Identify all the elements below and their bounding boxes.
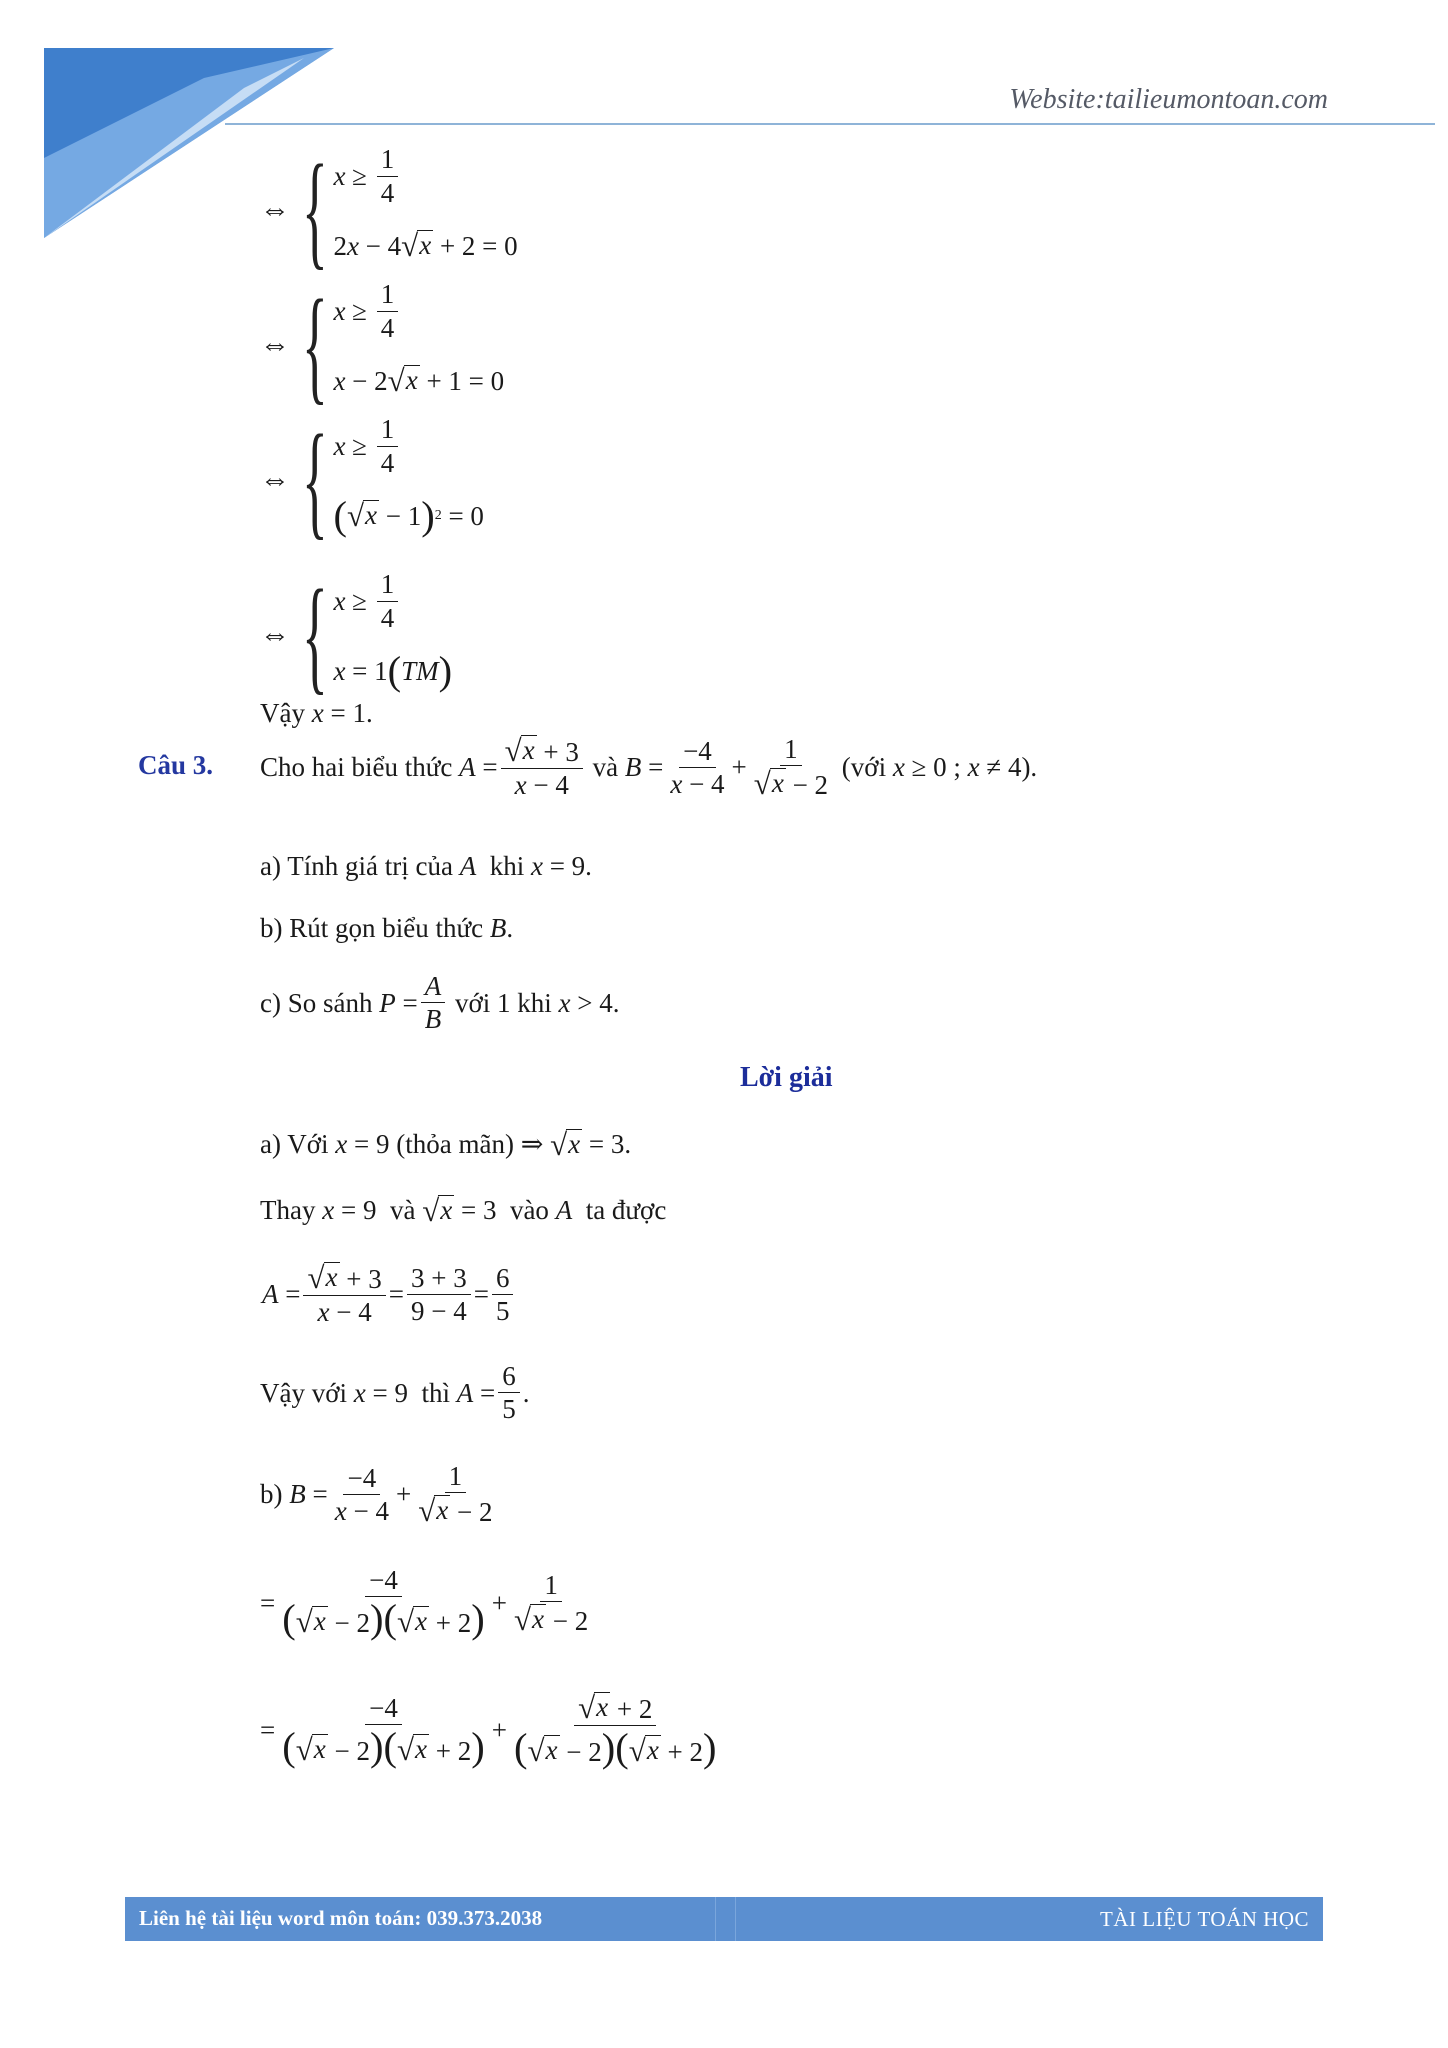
and-word: và xyxy=(592,752,619,783)
solution-a-line1: a) Với x = 9 (thỏa mãn) ⇒ √ x = 3. xyxy=(260,1126,632,1162)
iff-symbol: ⇔ xyxy=(260,463,290,496)
solution-a-calc: A = √ x + 3 x − 4 = $\frac{3 + 3}{9 - 4}$ = $\frac{6}{5}$ xyxy=(262,1262,516,1327)
conclusion-line: Vậy x = 1. xyxy=(260,698,373,728)
part-a-when: khi xyxy=(489,851,525,881)
footer-contact: Liên hệ tài liệu word môn toán: 039.373.2038 xyxy=(139,1906,543,1930)
solution-title: Lời giải xyxy=(740,1062,833,1093)
question-intro: Cho hai biểu thức xyxy=(260,752,453,783)
part-c: c) So sánh P = $\frac{A}{B}$ với 1 khi x > 4. xyxy=(260,971,620,1035)
solution-b-line1: b) B = $\frac{-4}{x - 4}$ + 1 √ x − 2 xyxy=(260,1461,493,1529)
equation-system-4: ⇔ { x ≥ $\frac{1}{4}$ x = 1 ( TM ) xyxy=(260,564,453,706)
equation-system-3: ⇔ { x ≥ $\frac{1}{4}$ ( √ x − 1 ) 2 = 0 xyxy=(260,409,484,551)
part-b: b) Rút gọn biểu thức B. xyxy=(260,913,514,943)
condition-word: (với xyxy=(841,752,887,783)
sol-a-satisfied: (thỏa mãn) xyxy=(396,1129,514,1159)
part-c-text: c) So sánh xyxy=(260,987,373,1018)
sol-b-label: b) xyxy=(260,1479,283,1510)
part-a-text: a) Tính giá trị của xyxy=(260,851,453,881)
solution-a-line2: Thay x = 9 và √ x = 3 vào A ta được xyxy=(260,1192,667,1228)
sol-a-and: và xyxy=(389,1195,416,1225)
equation-system-2: ⇔ { x ≥ $\frac{1}{4}$ x − 2 √ x + 1 = 0 xyxy=(260,274,505,416)
part-c-mid: với 1 khi xyxy=(454,987,552,1018)
solution-a-result: Vậy với x = 9 thì A = $\frac{6}{5}$ . xyxy=(260,1361,530,1425)
question-label: Câu 3. xyxy=(138,750,214,780)
sol-a-into: vào xyxy=(509,1195,549,1225)
header-rule xyxy=(225,123,1435,125)
sol-a-result-text: Vậy với xyxy=(260,1377,348,1408)
equation-system-1: ⇔ { x ≥ $\frac{1}{4}$ 2 x − 4 √ x + 2 = 0 xyxy=(260,139,518,281)
part-b-text: b) Rút gọn biểu thức xyxy=(260,913,484,943)
sol-a-with: a) Với xyxy=(260,1129,329,1159)
website-header: Website:tailieumontoan.com xyxy=(1009,84,1328,115)
left-brace: { xyxy=(302,409,328,551)
left-brace: { xyxy=(302,564,328,706)
left-brace: { xyxy=(302,274,328,416)
iff-symbol: ⇔ xyxy=(260,328,290,361)
sol-a-substitute: Thay xyxy=(260,1195,316,1225)
sol-a-get: ta được xyxy=(585,1195,667,1225)
conclusion-text: Vậy xyxy=(260,698,305,728)
part-a: a) Tính giá trị của A khi x = 9. xyxy=(260,851,592,881)
footer-bar xyxy=(125,1897,1323,1941)
iff-symbol: ⇔ xyxy=(260,618,290,651)
iff-symbol: ⇔ xyxy=(260,193,290,226)
footer-brand: TÀI LIỆU TOÁN HỌC xyxy=(1100,1907,1309,1931)
solution-b-line3: = −4 ( √ x − 2)( √ x + 2) + √ x + 2 ( √ x − 2)( √ x + 2) xyxy=(260,1690,717,1771)
question-statement: Cho hai biểu thức A = √ x + 3 x − 4 và B = $\frac{-4}{x - 4}$ + 1 √ x − 2 (với x ≥ 0 ; x ≠ 4). xyxy=(260,733,1038,802)
left-brace: { xyxy=(302,139,328,281)
solution-b-line2: = −4 ( √ x − 2)( √ x + 2) + 1 √ x − 2 xyxy=(260,1565,589,1642)
sol-a-then: thì xyxy=(421,1377,450,1408)
footer-divider xyxy=(735,1897,736,1941)
footer-divider xyxy=(715,1897,716,1941)
